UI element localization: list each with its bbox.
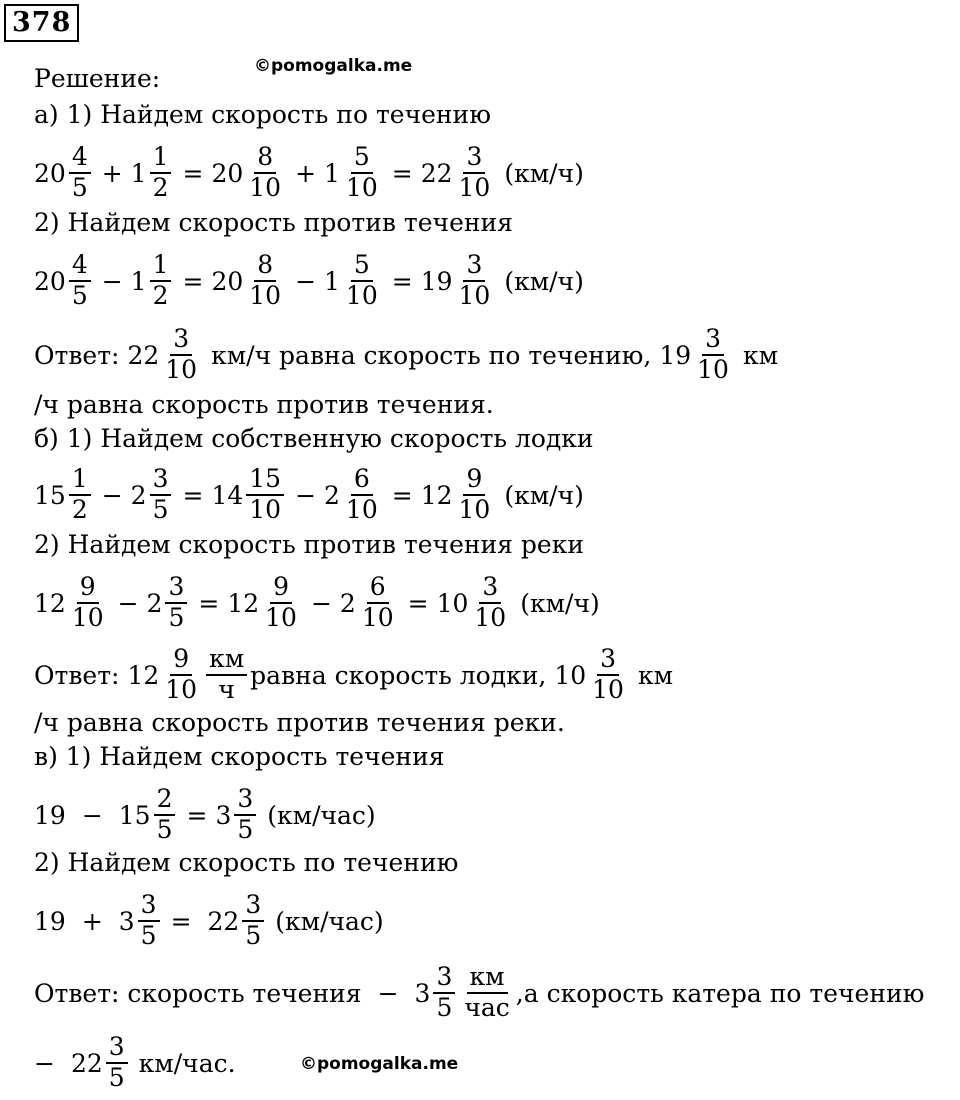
denominator: ч (218, 675, 235, 704)
unit-fraction (461, 963, 512, 1023)
unit-fraction (206, 645, 247, 705)
fraction (359, 573, 397, 633)
operator: − (295, 266, 317, 296)
fraction (246, 143, 284, 203)
denominator: 5 (436, 993, 453, 1022)
whole: 2 (146, 588, 163, 618)
a-answer (34, 318, 778, 392)
fraction (456, 143, 494, 203)
dash: − (377, 978, 399, 1008)
whole: 22 (420, 158, 453, 188)
numerator: 8 (254, 143, 276, 174)
fraction (162, 325, 200, 385)
unit: (км/ч) (504, 266, 584, 296)
whole: 12 (420, 480, 453, 510)
denominator: 10 (458, 173, 491, 202)
equals: = (182, 266, 204, 296)
unit: км (637, 660, 674, 690)
fraction (471, 573, 509, 633)
denominator: 5 (168, 603, 185, 632)
denominator: 10 (249, 281, 282, 310)
denominator: 5 (156, 815, 173, 844)
fraction (162, 645, 200, 705)
fraction (69, 251, 91, 311)
a-step2-text: 2) Найдем скорость против течения (34, 208, 513, 237)
numerator: 3 (463, 251, 485, 282)
numerator: 1 (150, 251, 172, 282)
numerator: км (467, 963, 508, 994)
denominator: 10 (345, 495, 378, 524)
operator: − (101, 480, 123, 510)
numerator: 1 (69, 465, 91, 496)
denominator: 5 (245, 921, 262, 950)
whole: 12 (127, 660, 160, 690)
b-answer-continued: /ч равна скорость против течения реки. (34, 708, 565, 737)
operator: + (81, 906, 103, 936)
unit: км/час. (138, 1048, 236, 1078)
denominator: 10 (458, 281, 491, 310)
fraction (106, 1033, 128, 1093)
answer-lead: Ответ: (34, 340, 120, 370)
whole: 10 (436, 588, 469, 618)
numerator: 3 (479, 573, 501, 604)
whole: 19 (34, 906, 66, 936)
denominator: 10 (458, 495, 491, 524)
numerator: 4 (69, 143, 91, 174)
denominator: 5 (71, 281, 88, 310)
fraction (246, 251, 284, 311)
denominator: 2 (152, 173, 169, 202)
denominator: 10 (345, 173, 378, 202)
equals: = (391, 266, 413, 296)
denominator: 2 (152, 281, 169, 310)
fraction (694, 325, 732, 385)
denominator: 5 (237, 815, 254, 844)
a-step1-text: а) 1) Найдем скорость по течению (34, 100, 491, 129)
numerator: 15 (246, 465, 284, 496)
denominator: 10 (165, 355, 198, 384)
numerator: 5 (351, 143, 373, 174)
b-equation-1 (34, 458, 584, 532)
answer-lead: Ответ: (34, 660, 120, 690)
denominator: 10 (71, 603, 104, 632)
whole: 2 (339, 588, 356, 618)
operator: − (81, 800, 103, 830)
c-answer (34, 956, 924, 1030)
whole: 19 (34, 800, 66, 830)
fraction (246, 465, 284, 525)
fraction (456, 465, 494, 525)
unit: (км/час) (275, 906, 384, 936)
fraction (69, 143, 91, 203)
denominator: 5 (71, 173, 88, 202)
whole: 14 (211, 480, 244, 510)
fraction (165, 573, 187, 633)
b-answer (34, 638, 673, 712)
numerator: 3 (463, 143, 485, 174)
denominator: 10 (345, 281, 378, 310)
fraction (234, 785, 256, 845)
problem-number: 378 (4, 4, 79, 42)
fraction (150, 465, 172, 525)
fraction (69, 465, 91, 525)
answer-text: км/ч равна скорость по течению, (211, 340, 652, 370)
denominator: 10 (249, 173, 282, 202)
whole: 2 (324, 480, 340, 510)
denominator: 10 (249, 495, 282, 524)
denominator: час (464, 993, 510, 1022)
b-step2-text: 2) Найдем скорость против течения реки (34, 530, 584, 559)
answer-text: ,а скорость катера по течению (515, 978, 925, 1008)
fraction (343, 251, 381, 311)
c-equation-1 (34, 778, 376, 852)
numerator: км (206, 645, 247, 676)
fraction (154, 785, 176, 845)
answer-lead: Ответ: скорость течения (34, 978, 362, 1008)
dash: − (34, 1048, 55, 1078)
denominator: 5 (140, 921, 157, 950)
whole: 19 (420, 266, 453, 296)
answer-text: равна скорость лодки, (250, 660, 547, 690)
whole: 3 (414, 978, 431, 1008)
whole: 1 (324, 158, 340, 188)
numerator: 5 (351, 251, 373, 282)
whole: 1 (130, 158, 147, 188)
whole: 3 (118, 906, 135, 936)
fraction (150, 251, 172, 311)
fraction (69, 573, 107, 633)
denominator: 10 (265, 603, 297, 632)
operator: + (101, 158, 123, 188)
b-step1-text: б) 1) Найдем собственную скорость лодки (34, 424, 594, 453)
denominator: 10 (474, 603, 507, 632)
solution-heading: Решение: (34, 64, 161, 93)
b-equation-2 (34, 566, 600, 640)
numerator: 6 (367, 573, 389, 604)
numerator: 3 (165, 573, 187, 604)
whole: 22 (207, 906, 240, 936)
whole: 1 (324, 266, 340, 296)
whole: 20 (34, 266, 66, 296)
operator: − (310, 588, 332, 618)
numerator: 4 (69, 251, 91, 282)
fraction (343, 143, 381, 203)
numerator: 9 (170, 645, 192, 676)
denominator: 10 (165, 675, 198, 704)
a-equation-1 (34, 136, 584, 210)
c-answer-continued (34, 1026, 236, 1100)
whole: 22 (70, 1048, 103, 1078)
whole: 20 (34, 158, 66, 188)
numerator: 3 (702, 325, 724, 356)
watermark-top: ©pomogalka.me (254, 56, 413, 76)
operator: − (295, 480, 317, 510)
operator: − (117, 588, 139, 618)
equals: = (186, 800, 208, 830)
whole: 1 (130, 266, 147, 296)
numerator: 9 (463, 465, 485, 496)
whole: 2 (130, 480, 147, 510)
fraction (456, 251, 494, 311)
numerator: 9 (270, 573, 292, 604)
whole: 19 (659, 340, 692, 370)
fraction (262, 573, 300, 633)
unit: км (742, 340, 779, 370)
numerator: 3 (106, 1033, 128, 1064)
fraction (433, 963, 455, 1023)
equals: = (182, 480, 204, 510)
equals: = (407, 588, 429, 618)
numerator: 9 (77, 573, 99, 604)
denominator: 5 (152, 495, 169, 524)
equals: = (170, 906, 192, 936)
numerator: 1 (150, 143, 172, 174)
whole: 20 (211, 158, 244, 188)
equals: = (391, 480, 413, 510)
watermark-bottom: ©pomogalka.me (300, 1054, 459, 1074)
whole: 22 (127, 340, 160, 370)
a-equation-2 (34, 244, 584, 318)
equals: = (198, 588, 220, 618)
numerator: 3 (138, 891, 160, 922)
c-step2-text: 2) Найдем скорость по течению (34, 848, 459, 877)
denominator: 10 (592, 675, 624, 704)
unit: (км/ч) (520, 588, 600, 618)
numerator: 2 (154, 785, 176, 816)
denominator: 2 (71, 495, 88, 524)
numerator: 3 (170, 325, 192, 356)
c-step1-text: в) 1) Найдем скорость течения (34, 742, 445, 771)
whole: 15 (118, 800, 151, 830)
unit: (км/ч) (504, 158, 584, 188)
numerator: 3 (150, 465, 172, 496)
c-equation-2 (34, 884, 384, 958)
a-answer-continued: /ч равна скорость против течения. (34, 390, 494, 419)
fraction (242, 891, 264, 951)
equals: = (182, 158, 204, 188)
numerator: 3 (242, 891, 264, 922)
whole: 3 (215, 800, 232, 830)
whole: 12 (34, 588, 66, 618)
whole: 15 (34, 480, 66, 510)
fraction (150, 143, 172, 203)
fraction (589, 645, 627, 705)
numerator: 3 (234, 785, 256, 816)
numerator: 6 (351, 465, 373, 496)
numerator: 3 (433, 963, 455, 994)
unit: (км/час) (267, 800, 376, 830)
fraction (343, 465, 381, 525)
whole: 20 (211, 266, 244, 296)
equals: = (391, 158, 413, 188)
denominator: 5 (108, 1063, 125, 1092)
denominator: 10 (361, 603, 394, 632)
operator: + (295, 158, 317, 188)
whole: 12 (227, 588, 260, 618)
whole: 10 (554, 660, 587, 690)
fraction (138, 891, 160, 951)
operator: − (101, 266, 123, 296)
numerator: 3 (597, 645, 619, 676)
unit: (км/ч) (504, 480, 584, 510)
numerator: 8 (254, 251, 276, 282)
denominator: 10 (697, 355, 729, 384)
